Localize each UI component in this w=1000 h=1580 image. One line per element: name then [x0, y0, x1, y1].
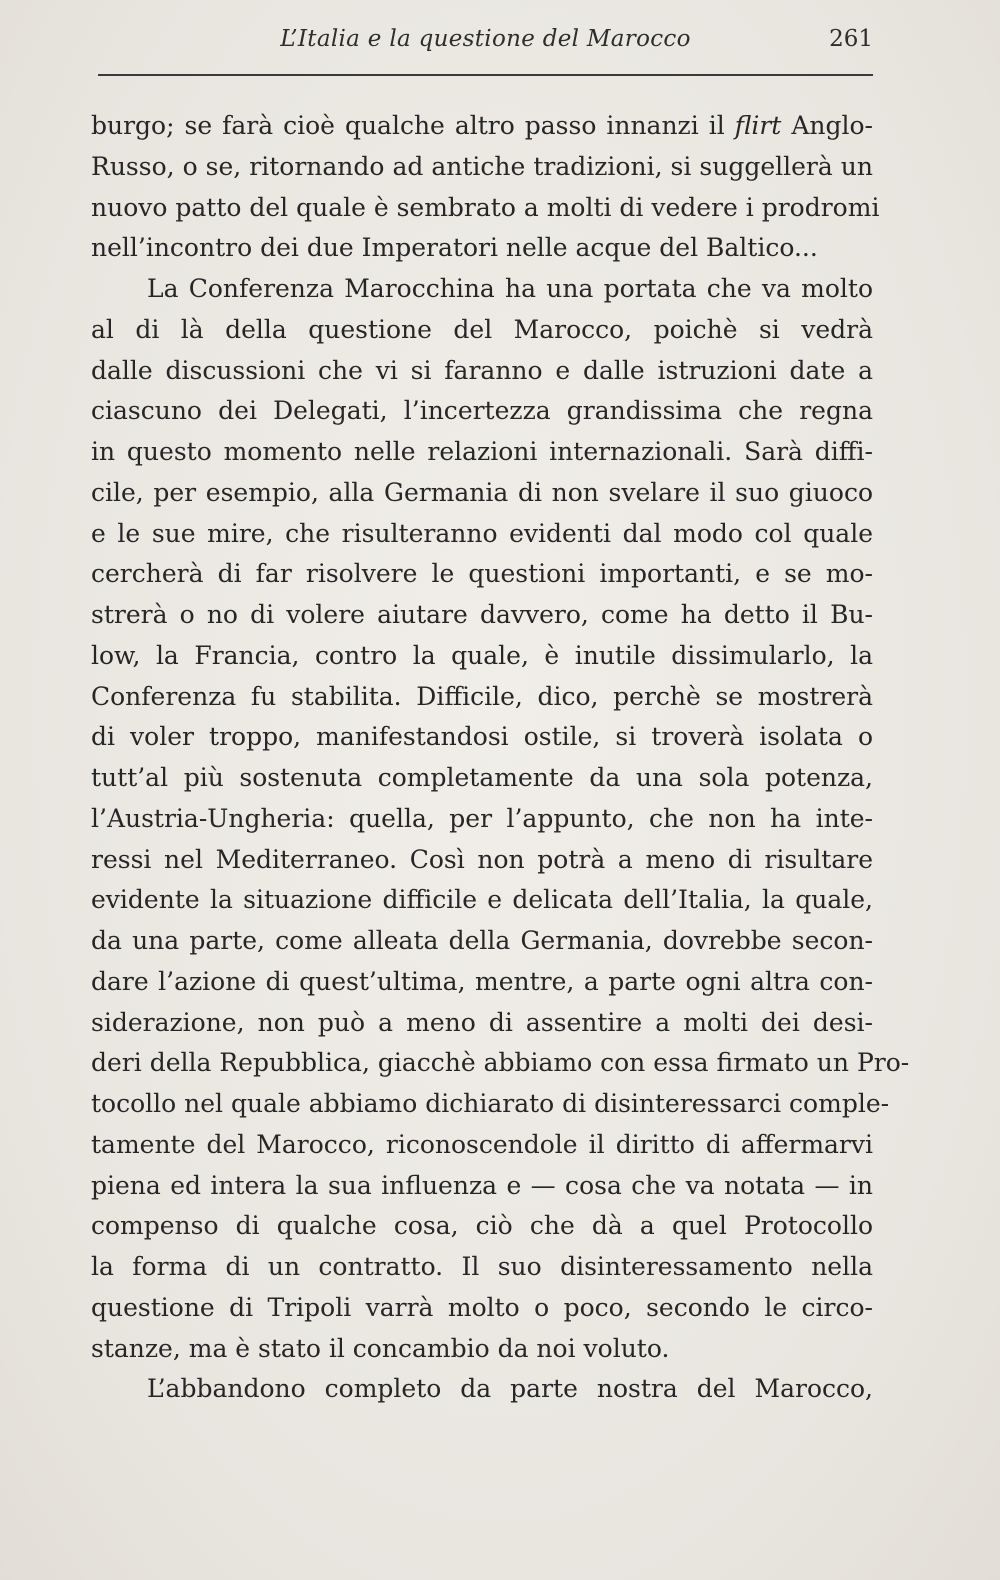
- text-line: evidente la situazione difficile e delicata dell’Italia, la quale,: [91, 885, 873, 915]
- text-line: siderazione, non può a meno di assentire a molti dei desi-: [91, 1007, 873, 1037]
- paragraph-first-line: La Conferenza Marocchina ha una portata che va molto: [147, 274, 873, 303]
- text-line: deri della Repubblica, giacchè abbiamo con essa firmato un Pro-: [91, 1048, 910, 1078]
- text-line: piena ed intera la sua influenza e — cosa che va notata — in: [91, 1170, 873, 1200]
- text-line: nuovo patto del quale è sembrato a molti di vedere i prodromi: [91, 192, 880, 222]
- text-line: cile, per esempio, alla Germania di non svelare il suo giuoco: [91, 477, 873, 507]
- text-line: dalle discussioni che vi si faranno e dalle istruzioni date a: [91, 355, 873, 385]
- body-text: [91, 106, 910, 1410]
- text-line: l’Austria-Ungheria: quella, per l’appunto, che non ha inte-: [91, 803, 873, 833]
- text-line: Russo, o se, ritornando ad antiche tradizioni, si suggellerà un: [91, 151, 873, 181]
- text-line: compenso di qualche cosa, ciò che dà a quel Protocollo: [91, 1211, 873, 1241]
- text-line: tocollo nel quale abbiamo dichiarato di disinteressarci comple-: [91, 1089, 890, 1118]
- text-line: la forma di un contratto. Il suo disinteressamento nella: [91, 1252, 873, 1281]
- text-line: di voler troppo, manifestandosi ostile, si troverà isolata o: [91, 722, 873, 752]
- text-line: tutt’al più sostenuta completamente da una sola potenza,: [91, 763, 873, 792]
- page-number: 261: [829, 26, 873, 52]
- italic-word: flirt: [734, 111, 782, 140]
- text-line: e le sue mire, che risulteranno evidenti dal modo col quale: [91, 518, 873, 548]
- text-line: in questo momento nelle relazioni internazionali. Sarà diffi-: [91, 437, 873, 466]
- text-line: ressi nel Mediterraneo. Così non potrà a meno di risultare: [91, 844, 873, 874]
- text-line: stanze, ma è stato il concambio da noi voluto.: [91, 1333, 670, 1363]
- text-line: ciascuno dei Delegati, l’incertezza grandissima che regna: [91, 396, 873, 426]
- text-line: dare l’azione di quest’ultima, mentre, a parte ogni altra con-: [91, 966, 873, 996]
- text-line: low, la Francia, contro la quale, è inutile dissimularlo, la: [91, 640, 873, 670]
- text-line: cercherà di far risolvere le questioni importanti, e se mo-: [91, 559, 873, 589]
- running-head: [98, 26, 873, 62]
- text-line: al di là della questione del Marocco, poichè si vedrà: [91, 314, 873, 344]
- header-rule: [98, 74, 873, 76]
- text-line: tamente del Marocco, riconoscendole il diritto di affermarvi: [91, 1129, 873, 1159]
- text-line: strerà o no di volere aiutare davvero, come ha detto il Bu-: [91, 600, 873, 629]
- running-title: L’Italia e la questione del Marocco: [280, 26, 691, 52]
- text-line: questione di Tripoli varrà molto o poco, secondo le circo-: [91, 1292, 873, 1322]
- text-line: da una parte, come alleata della Germania, dovrebbe secon-: [91, 926, 873, 955]
- text-line: burgo; se farà cioè qualche altro passo innanzi il flirt Anglo-: [91, 111, 873, 140]
- paragraph-first-line: L’abbandono completo da parte nostra del Marocco,: [147, 1374, 873, 1404]
- text-line: Conferenza fu stabilita. Difficile, dico, perchè se mostrerà: [91, 681, 873, 711]
- text-line: nell’incontro dei due Imperatori nelle acque del Baltico...: [91, 233, 818, 263]
